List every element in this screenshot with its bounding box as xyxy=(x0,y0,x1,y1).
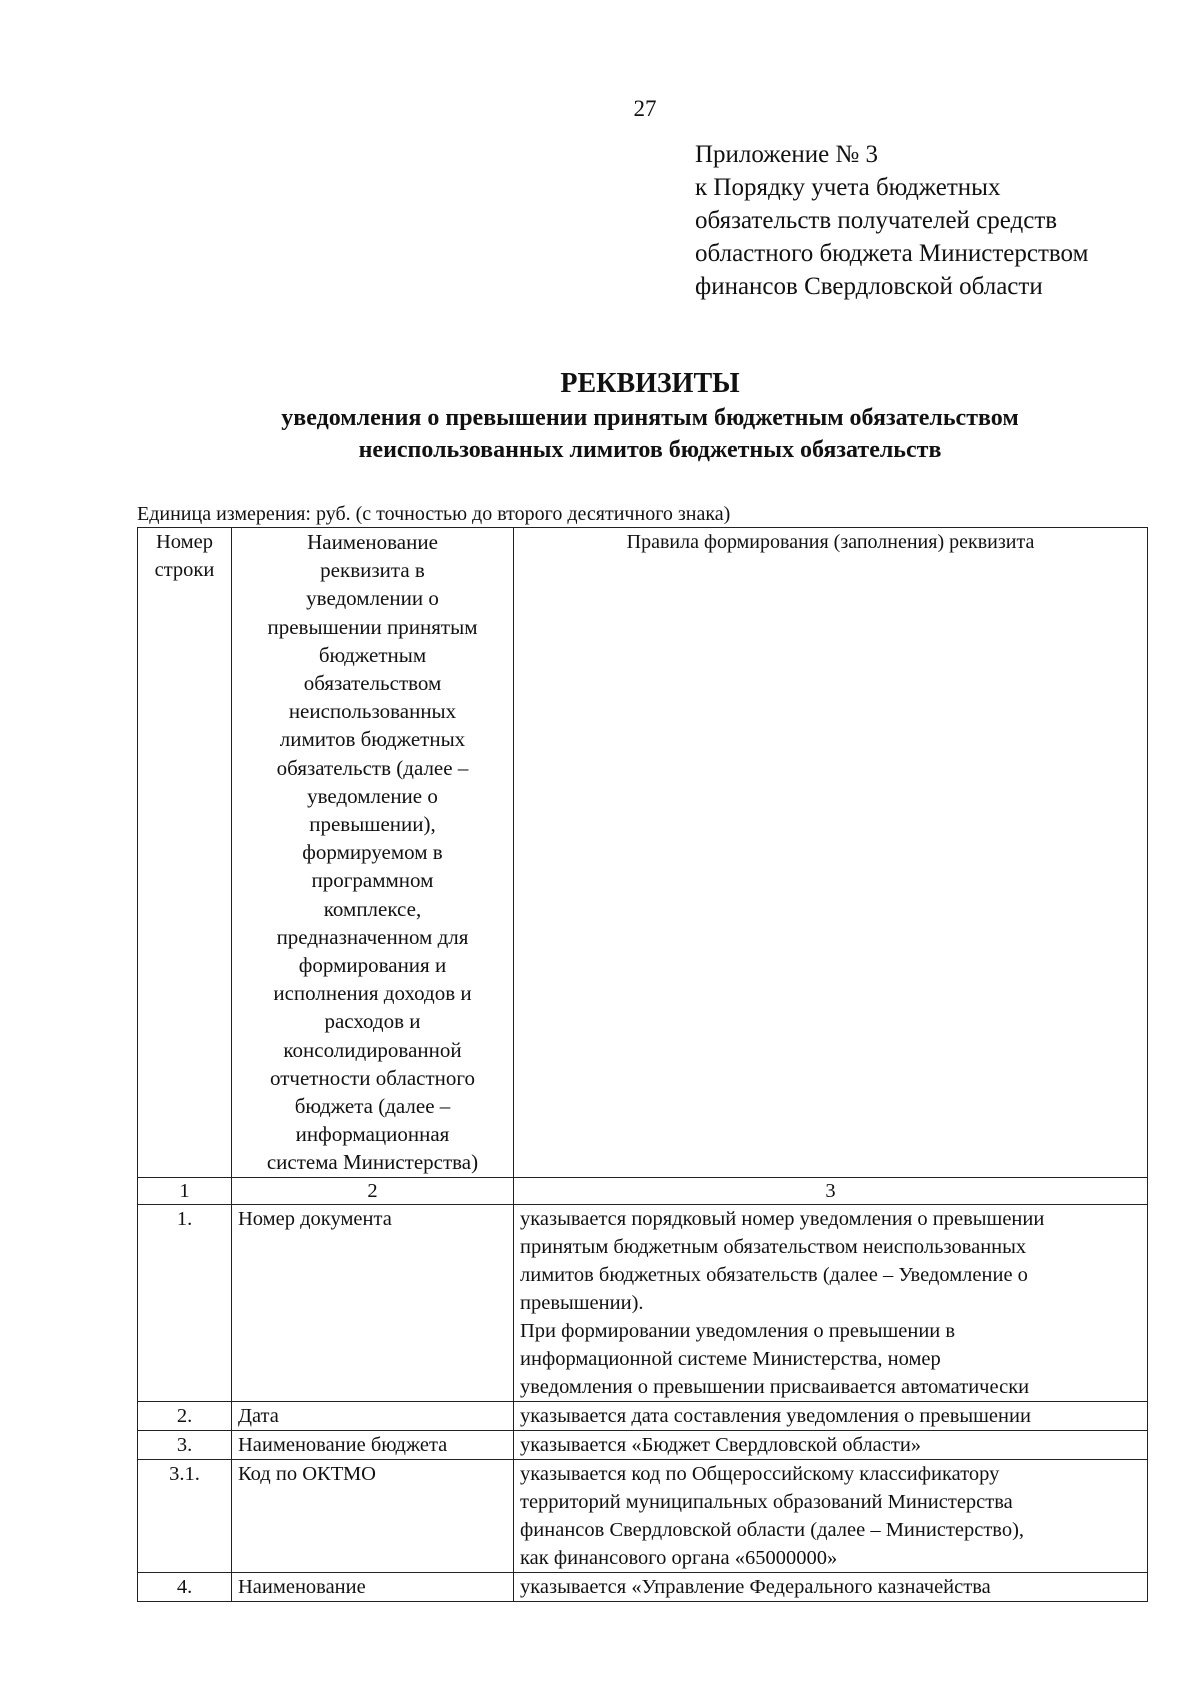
table-row xyxy=(138,1430,1148,1459)
row-rule xyxy=(514,1430,1148,1459)
header-col-2-line: программном xyxy=(311,868,434,893)
rule-line: указывается «Управление Федерального казначейства xyxy=(520,1575,991,1598)
header-col-2-line: исполнения доходов и xyxy=(273,981,472,1006)
row-number: 3.1. xyxy=(138,1459,232,1572)
table-header-row xyxy=(138,528,1148,1178)
rule-line: лимитов бюджетных обязательств (далее – Уведомление о xyxy=(520,1263,1028,1286)
row-number: 4. xyxy=(138,1572,232,1601)
table-row xyxy=(138,1204,1148,1401)
header-col-2-line: бюджетным xyxy=(318,642,427,667)
requisites-table-wrap xyxy=(137,527,1147,1602)
header-col-1-line: Номер xyxy=(156,531,213,553)
header-col-2-line: превышении принятым xyxy=(267,614,478,639)
row-number: 3. xyxy=(138,1430,232,1459)
header-col-2-line: Наименование xyxy=(307,530,438,554)
appendix-line: областного бюджета Министерством xyxy=(695,240,1089,267)
appendix-line: финансов Свердловской области xyxy=(695,273,1043,300)
header-col-2-line: бюджета (далее – xyxy=(294,1094,451,1119)
title-line-3: неиспользованных лимитов бюджетных обязательств xyxy=(358,437,942,463)
header-col-2-line: обязательств (далее – xyxy=(276,755,469,780)
column-number-1: 1 xyxy=(138,1177,232,1204)
row-number: 1. xyxy=(138,1204,232,1401)
rule-line: территорий муниципальных образований Министерства xyxy=(520,1490,1013,1513)
appendix-block xyxy=(695,138,1088,303)
header-col-2-line: информационная xyxy=(295,1122,450,1147)
rule-line: уведомления о превышении присваивается автоматически xyxy=(520,1375,1030,1398)
header-col-2 xyxy=(232,528,514,1178)
row-name: Номер документа xyxy=(232,1204,514,1401)
header-col-2-line: реквизита в xyxy=(320,558,425,583)
requisites-table xyxy=(137,527,1148,1602)
row-rule xyxy=(514,1204,1148,1401)
header-col-2-line: обязательством xyxy=(303,671,442,696)
row-name: Наименование xyxy=(232,1572,514,1601)
table-row xyxy=(138,1459,1148,1572)
header-col-2-line: лимитов бюджетных xyxy=(279,727,466,752)
header-col-2-line: превышении), xyxy=(309,812,436,837)
row-name: Дата xyxy=(232,1401,514,1430)
header-col-1-line: строки xyxy=(154,559,215,581)
title-line-1: РЕКВИЗИТЫ xyxy=(560,368,740,399)
header-col-1 xyxy=(138,528,232,1178)
appendix-line: Приложение № 3 xyxy=(695,141,879,168)
rule-line: информационной системе Министерства, номер xyxy=(520,1347,941,1370)
header-col-2-line: расходов и xyxy=(324,1009,421,1034)
header-col-3: Правила формирования (заполнения) реквизита xyxy=(514,528,1148,1178)
header-col-2-line: система Министерства) xyxy=(266,1150,479,1175)
units-note: Единица измерения: руб. (с точностью до второго десятичного знака) xyxy=(137,503,731,525)
row-rule xyxy=(514,1459,1148,1572)
rule-line: указывается код по Общероссийскому классификатору xyxy=(520,1462,1000,1485)
rule-line: как финансового органа «65000000» xyxy=(520,1546,838,1569)
page-number: 27 xyxy=(633,96,657,121)
rule-line: указывается порядковый номер уведомления о превышении xyxy=(520,1207,1045,1230)
rule-line: указывается «Бюджет Свердловской области» xyxy=(520,1433,922,1456)
document-title xyxy=(110,366,1190,466)
header-col-2-line: предназначенном для xyxy=(276,924,469,949)
row-name: Код по ОКТМО xyxy=(232,1459,514,1572)
row-rule xyxy=(514,1572,1148,1601)
header-col-2-line: уведомление о xyxy=(307,783,438,808)
row-rule xyxy=(514,1401,1148,1430)
table-row xyxy=(138,1401,1148,1430)
row-name: Наименование бюджета xyxy=(232,1430,514,1459)
header-col-2-line: консолидированной xyxy=(283,1037,462,1062)
header-col-2-line: комплексе, xyxy=(323,896,422,921)
header-col-2-line: уведомлении о xyxy=(306,586,439,611)
table-row xyxy=(138,1572,1148,1601)
header-col-2-line: формирования и xyxy=(298,953,447,978)
column-number-3: 3 xyxy=(514,1177,1148,1204)
column-number-2: 2 xyxy=(232,1177,514,1204)
column-numbering-row xyxy=(138,1177,1148,1204)
row-number: 2. xyxy=(138,1401,232,1430)
rule-line: превышении). xyxy=(520,1291,644,1314)
appendix-line: к Порядку учета бюджетных xyxy=(695,174,1001,201)
title-line-2: уведомления о превышении принятым бюджетным обязательством xyxy=(281,405,1019,431)
rule-line: При формировании уведомления о превышении в xyxy=(520,1319,956,1342)
header-col-2-line: неиспользованных xyxy=(288,699,457,724)
rule-line: указывается дата составления уведомления о превышении xyxy=(520,1404,1031,1427)
rule-line: финансов Свердловской области (далее – Министерство), xyxy=(520,1518,1025,1541)
header-col-2-line: формируемом в xyxy=(302,840,443,865)
header-col-2-line: отчетности областного xyxy=(270,1065,475,1090)
rule-line: принятым бюджетным обязательством неиспользованных xyxy=(520,1235,1027,1258)
appendix-line: обязательств получателей средств xyxy=(695,207,1058,234)
